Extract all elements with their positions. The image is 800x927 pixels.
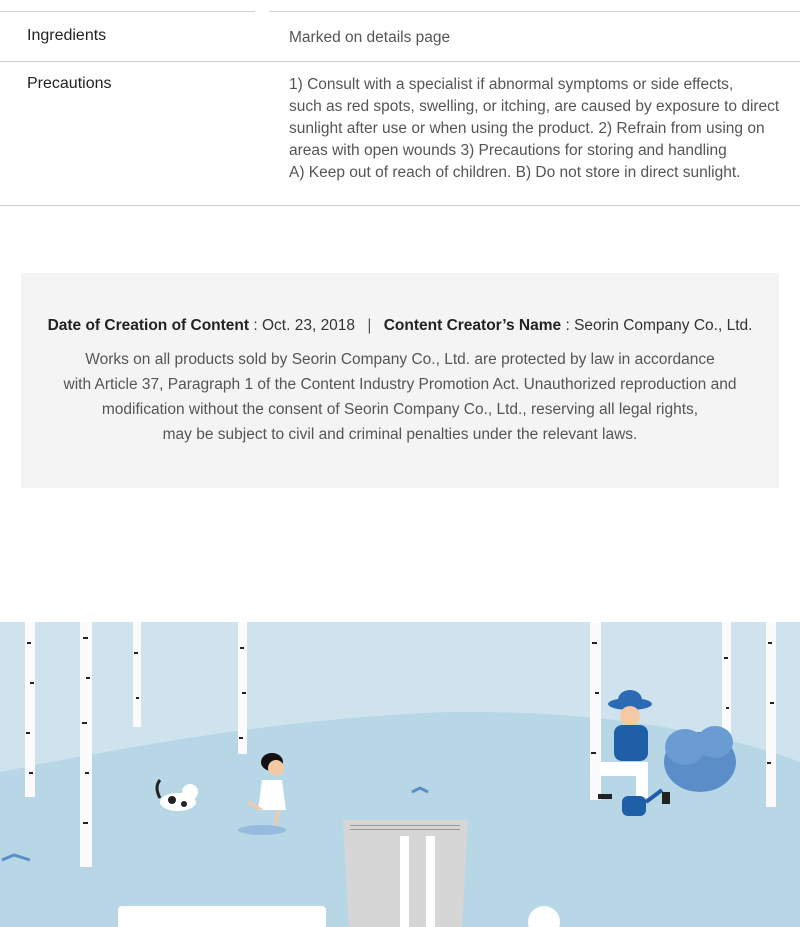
- table-row-precautions: [0, 61, 800, 206]
- foreground-box: [118, 906, 326, 927]
- product-package: [343, 820, 468, 927]
- creator-name-value: : Seorin Company Co., Ltd.: [565, 317, 753, 334]
- forest-illustration: [0, 622, 800, 927]
- creation-date-label: Date of Creation of Content: [47, 317, 250, 334]
- row-label: Precautions: [27, 75, 112, 92]
- creator-name-label: Content Creator’s Name: [383, 317, 562, 334]
- copyright-line: with Article 37, Paragraph 1 of the Content Industry Promotion Act. Unauthorized reproduction and: [63, 376, 737, 393]
- row-value: Marked on details page: [289, 29, 451, 46]
- creation-date-value: : Oct. 23, 2018: [253, 317, 356, 334]
- copyright-line: may be subject to civil and criminal penalties under the relevant laws.: [162, 426, 638, 443]
- table-divider: [0, 205, 800, 206]
- shrub: [664, 726, 736, 792]
- content-meta: [21, 317, 779, 335]
- precaution-line: 1) Consult with a specialist if abnormal symptoms or side effects,: [289, 76, 734, 93]
- row-value: [255, 61, 800, 206]
- copyright-line: Works on all products sold by Seorin Company Co., Ltd. are protected by law in accordance: [85, 351, 715, 368]
- copyright-text: [21, 347, 779, 447]
- illustration-svg: [0, 622, 800, 927]
- precaution-line: A) Keep out of reach of children. B) Do not store in direct sunlight.: [289, 164, 741, 181]
- meta-separator: |: [367, 317, 372, 334]
- precaution-line: areas with open wounds 3) Precautions for storing and handling: [289, 142, 727, 159]
- precaution-line: sunlight after use or when using the product. 2) Refrain from using on: [289, 120, 765, 137]
- precaution-line: such as red spots, swelling, or itching, are caused by exposure to direct: [289, 98, 780, 115]
- content-notice-box: [21, 273, 779, 488]
- row-label: Ingredients: [27, 27, 107, 44]
- table-row-ingredients: [0, 12, 800, 61]
- copyright-line: modification without the consent of Seorin Company Co., Ltd., reserving all legal rights,: [101, 401, 699, 418]
